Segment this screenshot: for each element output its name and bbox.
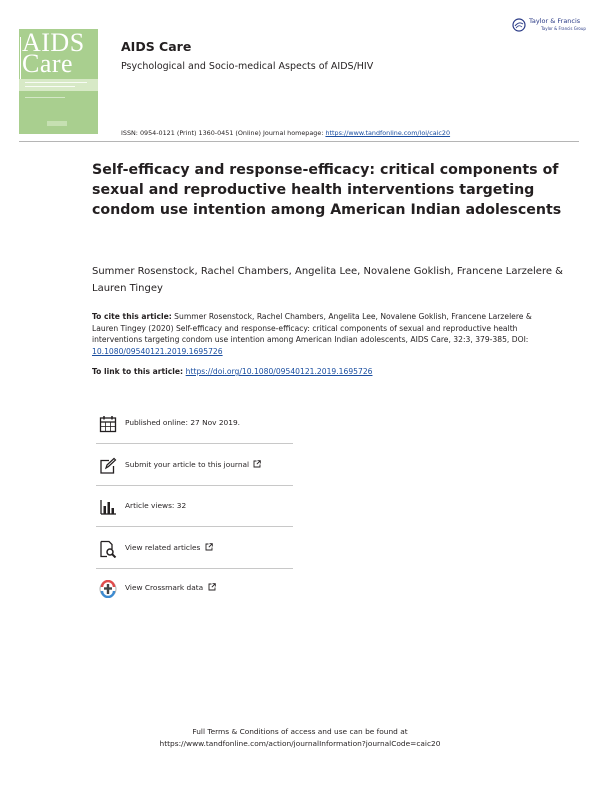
cite-text: Summer Rosenstock, Rachel Chambers, Angelita Lee, Novalene Goklish, Francene Larzelere & Lauren Tingey (2020) Self-efficacy and response-efficacy: critical components of sexual and reproductive health interventions targeting condom use intention among American Indian adolescents, AIDS Care, 32:3, 379-385, DOI: (92, 312, 532, 344)
crossmark-icon (99, 580, 117, 598)
cover-band (19, 79, 98, 91)
article-doi-link[interactable]: https://doi.org/10.1080/09540121.2019.1695726 (185, 367, 373, 376)
related-articles-text: View related articles (125, 543, 201, 552)
publisher-logo-tagline: Taylor & Francis Group (541, 26, 586, 31)
citation-block (92, 311, 532, 357)
cover-title-line2: Care (22, 49, 74, 78)
publisher-logo-name: Taylor & Francis (529, 17, 581, 25)
submit-article-label (125, 460, 261, 469)
cite-label: To cite this article: (92, 312, 172, 321)
publisher-logo[interactable] (512, 16, 592, 34)
meta-divider (96, 568, 293, 569)
document-search-icon (99, 540, 117, 558)
submit-article-text: Submit your article to this journal (125, 460, 250, 469)
crossmark-text: View Crossmark data (125, 583, 204, 592)
link-label: To link to this article: (92, 367, 186, 376)
terms-footer (0, 726, 600, 750)
related-articles-row[interactable] (96, 538, 296, 560)
footer-line1: Full Terms & Conditions of access and use can be found at (192, 727, 408, 736)
cover-text-line (25, 82, 87, 83)
meta-divider (96, 526, 293, 527)
external-link-icon (205, 543, 213, 551)
cover-divider (20, 37, 21, 81)
cover-text-line (25, 86, 75, 87)
cite-doi-link[interactable]: 10.1080/09540121.2019.1695726 (92, 346, 223, 356)
cover-title-line1: AIDS (22, 29, 85, 57)
published-online-label: Published online: 27 Nov 2019. (125, 418, 240, 427)
article-views-row (96, 496, 296, 518)
article-title: Self-efficacy and response-efficacy: critical components of sexual and reproductive health interventions targeting condom use intention among American Indian adolescents (92, 162, 562, 218)
external-link-icon (253, 460, 261, 468)
submit-article-row[interactable] (96, 455, 296, 477)
cover-publisher-mark (47, 121, 67, 126)
calendar-icon (99, 415, 117, 433)
issn-line (121, 129, 450, 137)
cover-text-line (25, 97, 65, 98)
journal-cover-image (19, 29, 98, 134)
issn-text: ISSN: 0954-0121 (Print) 1360-0451 (Online) Journal homepage: (121, 129, 326, 137)
journal-name: AIDS Care (121, 39, 192, 54)
article-views-label: Article views: 32 (125, 501, 187, 510)
edit-icon (99, 457, 117, 475)
published-online-row (96, 413, 296, 435)
crossmark-row[interactable] (96, 578, 296, 600)
footer-terms-link[interactable]: https://www.tandfonline.com/action/journalInformation?journalCode=caic20 (159, 739, 441, 748)
bar-chart-icon (99, 498, 117, 516)
crossmark-label (125, 583, 216, 592)
meta-divider (96, 485, 293, 486)
header-divider (19, 141, 579, 142)
link-to-article-line (92, 367, 372, 376)
related-articles-label (125, 543, 213, 552)
article-authors: Summer Rosenstock, Rachel Chambers, Angelita Lee, Novalene Goklish, Francene Larzelere & Lauren Tingey (92, 266, 563, 294)
journal-subtitle: Psychological and Socio-medical Aspects of AIDS/HIV (121, 61, 374, 72)
publisher-logo-icon (512, 18, 526, 32)
external-link-icon (208, 583, 216, 591)
meta-divider (96, 443, 293, 444)
journal-homepage-link[interactable]: https://www.tandfonline.com/loi/caic20 (325, 129, 451, 137)
